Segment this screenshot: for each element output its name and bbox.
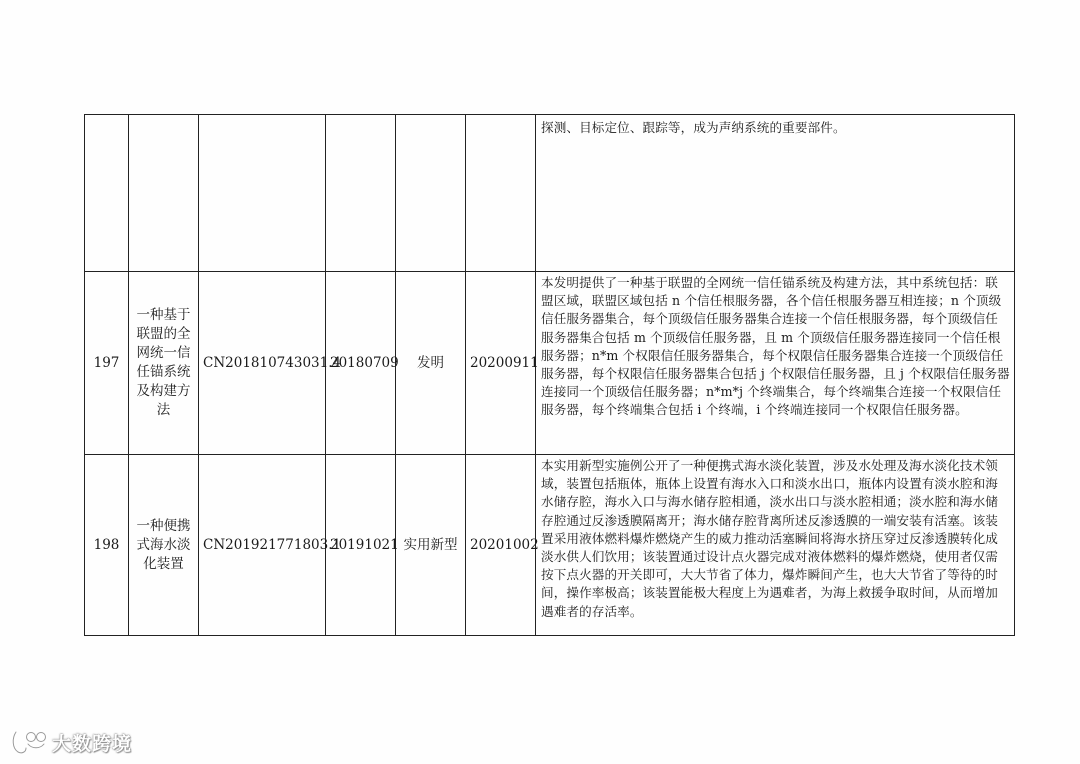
- cell-type: [396, 115, 466, 272]
- cell-application-no: CN201921771803.1: [199, 455, 326, 636]
- cell-application-no: CN201810743031.4: [199, 272, 326, 455]
- cell-grant-date: 20201002: [466, 455, 536, 636]
- watermark-text: 大数跨境: [52, 732, 133, 755]
- cell-type: 发明: [396, 272, 466, 455]
- cell-no: 198: [85, 455, 129, 636]
- cell-application-date: [326, 115, 396, 272]
- watermark: [10, 726, 150, 758]
- cell-grant-date: 20200911: [466, 272, 536, 455]
- cell-grant-date: [466, 115, 536, 272]
- cell-application-date: 20180709: [326, 272, 396, 455]
- cell-no: 197: [85, 272, 129, 455]
- cell-type: 实用新型: [396, 455, 466, 636]
- patent-table: [84, 114, 1015, 636]
- cell-abstract: 本实用新型实施例公开了一种便携式海水淡化装置，涉及水处理及海水淡化技术领域，装置包括瓶体，瓶体上设置有海水入口和淡水出口，瓶体内设置有淡水腔和海水储存腔，海水入口与海水储存腔相通，淡水出口与淡水腔相通；淡水腔和海水储存腔通过反渗透膜隔离开；海水储存腔背离所述反渗透膜的一端安装有活塞。该装置采用液体燃料爆炸燃烧产生的威力推动活塞瞬间将海水挤压穿过反渗透膜转化成淡水供人们饮用；该装置通过设计点火器完成对液体燃料的爆炸燃烧，使用者仅需按下点火器的开关即可，大大节省了体力，爆炸瞬间产生，也大大节省了等待的时间，操作率极高；该装置能极大程度上为遇难者，为海上救援争取时间，从而增加遇难者的存活率。: [536, 455, 1015, 636]
- table-row-continuation: [85, 115, 1015, 272]
- cell-abstract: 本发明提供了一种基于联盟的全网统一信任锚系统及构建方法，其中系统包括：联盟区域，联盟区域包括 n 个信任根服务器，各个信任根服务器互相连接；n 个顶级信任服务器集合，每个顶级信任服务器集合连接一个信任根服务器，每个顶级信任服务器集合包括 m 个顶级信任服务器，且 m 个顶级信任服务器连接同一个信任根服务器；n*m 个权限信任服务器集合，每个权限信任服务器集合连接一个顶级信任服务器，每个权限信任服务器集合包括 j 个权限信任服务器，且 j 个权限信任服务器连接同一个顶级信任服务器；n*m*j 个终端集合，每个终端集合连接一个权限信任服务器，每个终端集合包括 i 个终端，i 个终端连接同一个权限信任服务器。: [536, 272, 1015, 455]
- cell-title: 一种便携式海水淡化装置: [129, 455, 199, 636]
- brand-logo-icon: [10, 728, 50, 756]
- cell-application-date: 20191021: [326, 455, 396, 636]
- cell-abstract: 探测、目标定位、跟踪等，成为声纳系统的重要部件。: [536, 115, 1015, 272]
- cell-title: [129, 115, 199, 272]
- table-row: [85, 272, 1015, 455]
- cell-title: 一种基于联盟的全网统一信任锚系统及构建方法: [129, 272, 199, 455]
- table-row: [85, 455, 1015, 636]
- cell-no: [85, 115, 129, 272]
- cell-application-no: [199, 115, 326, 272]
